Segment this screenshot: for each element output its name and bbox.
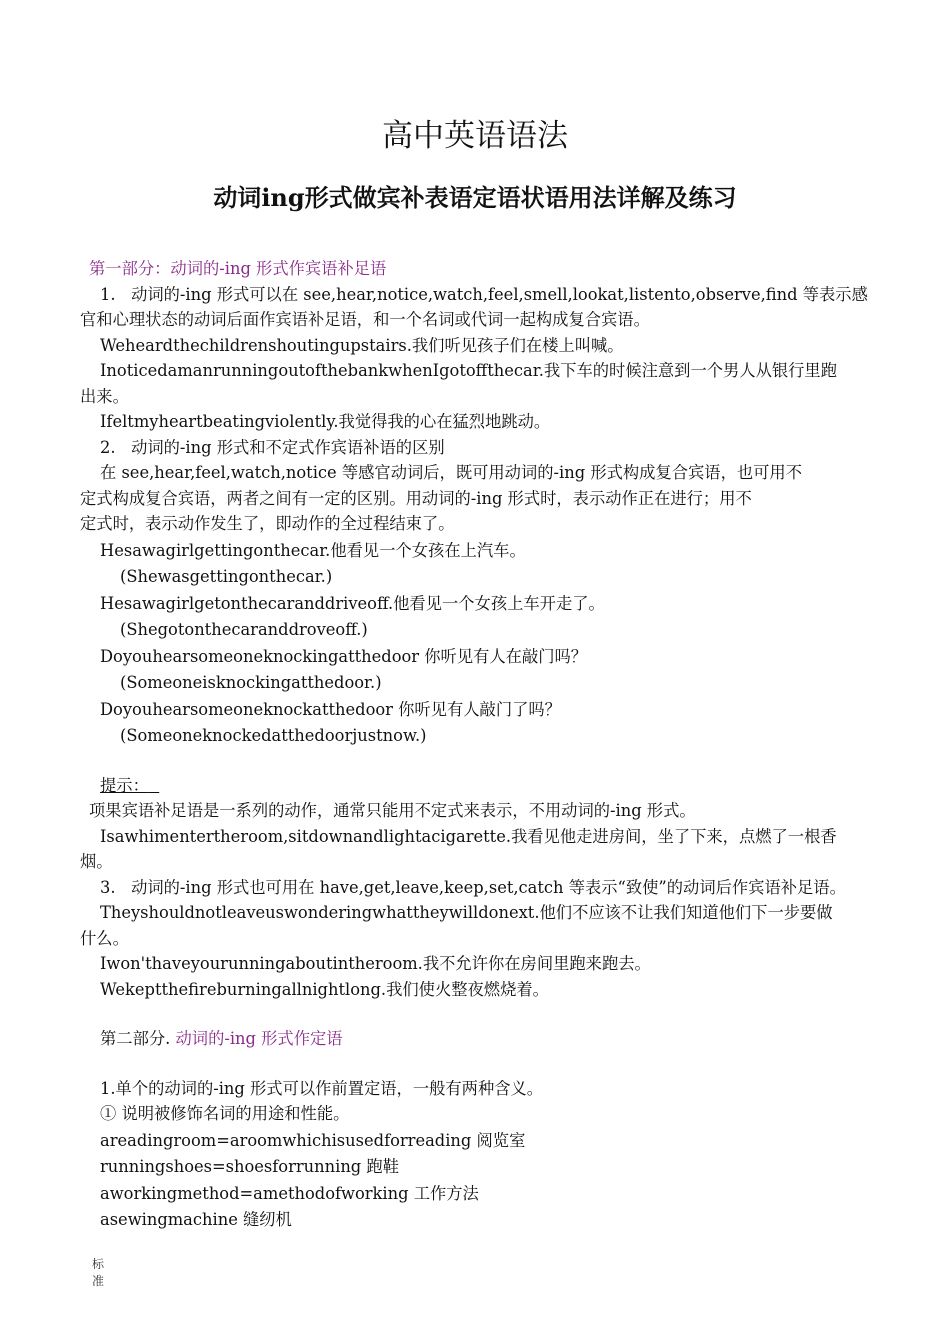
example-line: Theyshouldnotleaveuswonderingwhattheywilldonext.他们不应该不让我们知道他们下一步要做 [100,903,833,922]
document-title: 高中英语语法 [382,118,568,154]
list-number: 3. [100,877,116,897]
tip-text: 项果宾语补足语是一系列的动作，通常只能用不定式来表示，不用动词的-ing 形式。 [89,801,696,820]
example-line: Iwon'thaveyourunningaboutintheroom.我不允许你在房间里跑来跑去。 [100,954,651,973]
tip-label: 提示： [100,775,149,795]
paragraph-line [80,435,865,461]
example-line: aworkingmethod=amethodofworking 工作方法 [100,1183,479,1203]
document-subtitle [0,178,950,213]
paragraph-line: 官和心理状态的动词后面作宾语补足语，和一个名词或代词一起构成复合宾语。 [80,310,650,329]
example-line: Hesawagirlgetonthecaranddriveoff.他看见一个女孩上车开走了。 [100,593,605,613]
text: 动词的-ing 形式和不定式作宾语补语的区别 [131,437,445,457]
example-line: 出来。 [80,386,129,406]
example-line: 烟。 [80,852,113,871]
example-note: (Shegotonthecaranddroveoff.) [120,620,368,639]
example-note: (Someoneknockedatthedoorjustnow.) [120,726,427,745]
example-line: Hesawagirlgettingonthecar.他看见一个女孩在上汽车。 [100,540,526,560]
example-line: Wekeptthefireburningallnightlong.我们使火整夜燃烧着。 [100,979,549,999]
example-line: asewingmachine 缝纫机 [100,1210,292,1229]
example-note: (Someoneisknockingatthedoor.) [120,673,382,692]
example-line: areadingroom=aroomwhichisusedforreading 阅览室 [100,1130,526,1150]
subtitle-bold: ing [261,183,305,212]
example-line: InoticedamanrunningoutofthebankwhenIgotoffthecar.我下车的时候注意到一个男人从银行里跑 [100,361,837,380]
list-number: 2. [100,437,116,457]
example-line: Weheardthechildrenshoutingupstairs.我们听见孩子们在楼上叫喊。 [100,335,624,355]
example-line: Doyouhearsomeoneknockatthedoor 你听见有人敲门了吗？ [100,699,561,719]
section-title: 动词的-ing 形式作定语 [175,1029,343,1048]
paragraph-line: ① 说明被修饰名词的用途和性能。 [100,1104,350,1123]
example-line: Ifeltmyheartbeatingviolently.我觉得我的心在猛烈地跳动。 [100,412,551,431]
example-note: (Shewasgettingonthecar.) [120,567,333,586]
page-footer: 标准 [92,1257,105,1288]
text: 动词的-ing 形式也可用在 have,get,leave,keep,set,catch 等表示“致使”的动词后作宾语补足语。 [131,877,846,897]
list-number: 1. [100,284,116,304]
paragraph-line [80,282,868,308]
example-line: runningshoes=shoesforrunning 跑鞋 [100,1157,399,1176]
section-heading [80,1026,865,1052]
text: 动词的-ing 形式可以在 see,hear,notice,watch,feel,smell,lookat,listento,observe,find 等表示感 [131,284,868,304]
paragraph-line: 在 see,hear,feel,watch,notice 等感官动词后，既可用动词的-ing 形式构成复合宾语，也可用不 [100,463,802,482]
document-body [80,256,868,1233]
paragraph-line: 定式构成复合宾语，两者之间有一定的区别。用动词的-ing 形式时，表示动作正在进行；用不 [80,488,752,508]
paragraph-line [80,875,865,901]
paragraph-line: 1.单个的动词的-ing 形式可以作前置定语，一般有两种含义。 [100,1078,544,1098]
example-line: Isawhimentertheroom,sitdownandlightacigarette.我看见他走进房间，坐了下来，点燃了一根香 [100,826,837,846]
example-line: Doyouhearsomeoneknockingatthedoor 你听见有人在敲门吗？ [100,646,588,666]
section-prefix: 第二部分. [100,1029,171,1048]
subtitle-part: 动词 [213,184,262,212]
section-heading: 第一部分：动词的-ing 形式作宾语补足语 [89,259,387,278]
example-line: 什么。 [80,928,129,948]
paragraph-line: 定式时，表示动作发生了，即动作的全过程结束了。 [80,514,455,533]
subtitle-part: 形式做宾补表语定语状语用法详解及练习 [304,184,737,212]
